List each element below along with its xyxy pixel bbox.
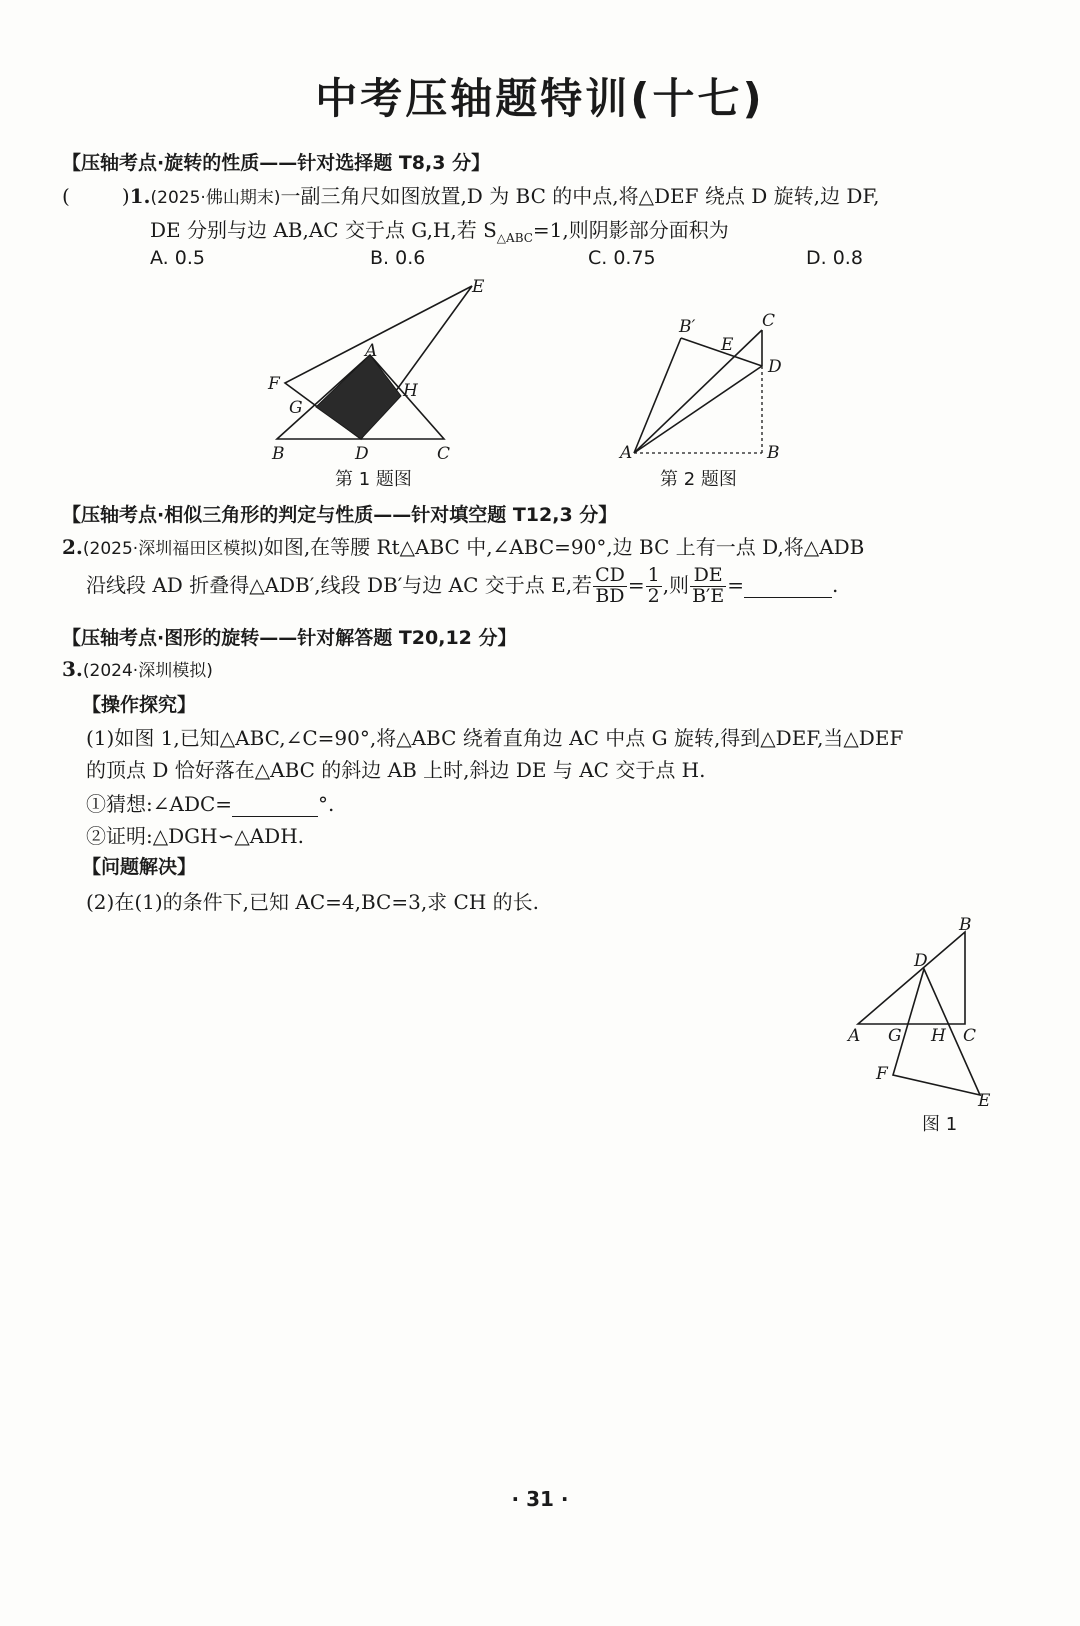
label-a: A [848, 1026, 861, 1046]
guess-line [86, 788, 334, 817]
area-subscript: △ABC [496, 231, 533, 245]
fraction-cd-bd [593, 566, 627, 607]
question-2-number: 2. [62, 535, 83, 559]
label-e: E [721, 335, 734, 355]
label-d: D [768, 357, 782, 377]
part-1-line-2: 的顶点 D 恰好落在△ABC 的斜边 AB 上时,斜边 DE 与 AC 交于点 H. [86, 758, 706, 782]
label-e: E [978, 1091, 991, 1111]
figure-3 [838, 912, 1008, 1112]
prove-line: ②证明:△DGH∽△ADH. [86, 824, 304, 848]
explore-heading: 【操作探究】 [82, 694, 197, 716]
part-1-line-1: (1)如图 1,已知△ABC,∠C=90°,将△ABC 绕着直角边 AC 中点 G 旋转,得到△DEF,当△DEF [86, 726, 904, 750]
fraction-numerator: 1 [647, 564, 660, 586]
label-c: C [762, 311, 776, 331]
label-e: E [472, 277, 485, 297]
label-b-prime: B′ [679, 317, 696, 337]
fraction-one-half [646, 566, 662, 607]
segment-ad [634, 366, 762, 453]
figure-3-caption: 图 1 [922, 1114, 958, 1135]
question-2-text-1: 如图,在等腰 Rt△ABC 中,∠ABC=90°,边 BC 上有一点 D,将△ADB [263, 535, 865, 559]
fraction-denominator: BD [595, 584, 625, 607]
label-d: D [914, 951, 928, 971]
answer-paren-open: ( [62, 184, 70, 208]
section-heading-3: 【压轴考点·图形的旋转——针对解答题 T20,12 分】 [62, 627, 517, 649]
question-2-line-2 [86, 566, 838, 607]
label-c: C [963, 1026, 977, 1046]
label-b: B [767, 443, 780, 463]
degree-sign: °. [318, 792, 335, 816]
label-c: C [437, 444, 451, 464]
page-number: · 31 · [511, 1487, 569, 1511]
label-h: H [931, 1026, 946, 1046]
question-1-line-1 [62, 180, 880, 209]
shaded-quadrilateral [316, 355, 401, 439]
fraction-numerator: CD [595, 564, 625, 586]
section-heading-2: 【压轴考点·相似三角形的判定与性质——针对填空题 T12,3 分】 [62, 504, 618, 526]
figure-2 [610, 306, 810, 466]
segment-ac [634, 330, 762, 453]
question-1-line-2 [150, 214, 729, 245]
question-1-number: 1. [129, 184, 151, 208]
option-d[interactable]: D. 0.8 [806, 247, 863, 269]
question-1-text-2b: =1,则阴影部分面积为 [532, 218, 729, 242]
label-b: B [272, 444, 285, 464]
equals-sign: = [627, 572, 645, 597]
fraction-de-b-prime-e [690, 566, 726, 607]
period: . [831, 572, 839, 597]
question-1-text-2a: DE 分别与边 AB,AC 交于点 G,H,若 S [150, 218, 497, 242]
answer-blank-guess[interactable] [232, 792, 318, 817]
label-f: F [268, 374, 280, 394]
question-2-source: (2025·深圳福田区模拟) [82, 539, 264, 559]
fraction-numerator: DE [690, 566, 726, 587]
page-title: 中考压轴题特训(十七) [315, 74, 765, 123]
figure-1 [260, 276, 500, 466]
figure-1-caption: 第 1 题图 [335, 469, 412, 490]
label-h: H [403, 381, 418, 401]
label-b: B [959, 915, 972, 935]
question-3-header [62, 656, 213, 681]
label-g: G [289, 398, 303, 418]
fraction-denominator: B′E [692, 584, 725, 607]
label-f: F [876, 1064, 888, 1084]
question-1-source: (2025·佛山期末) [150, 188, 281, 208]
equals-sign: = [727, 572, 744, 597]
label-a: A [365, 341, 378, 361]
answer-blank-q2[interactable] [744, 573, 832, 598]
option-b[interactable]: B. 0.6 [370, 247, 426, 269]
question-3-source: (2024·深圳模拟) [82, 661, 213, 681]
label-d: D [355, 444, 369, 464]
answer-paren-close: ) [121, 184, 130, 208]
fraction-denominator: 2 [647, 584, 660, 607]
guess-text: ①猜想:∠ADC= [86, 792, 233, 816]
figure-2-caption: 第 2 题图 [660, 469, 737, 490]
question-3-number: 3. [62, 657, 83, 681]
option-a[interactable]: A. 0.5 [150, 247, 205, 269]
question-1-text-1: 一副三角尺如图放置,D 为 BC 的中点,将△DEF 绕点 D 旋转,边 DF, [280, 184, 880, 208]
option-c[interactable]: C. 0.75 [588, 247, 656, 269]
section-heading-1: 【压轴考点·旋转的性质——针对选择题 T8,3 分】 [62, 152, 491, 174]
segment-ab-prime [634, 338, 681, 453]
label-a: A [620, 443, 633, 463]
question-2-line-1 [62, 531, 864, 560]
question-2-then: ,则 [662, 572, 690, 597]
question-2-text-2: 沿线段 AD 折叠得△ADB′,线段 DB′与边 AC 交于点 E,若 [86, 572, 593, 597]
solve-heading: 【问题解决】 [82, 856, 197, 878]
label-g: G [888, 1026, 902, 1046]
part-2-line: (2)在(1)的条件下,已知 AC=4,BC=3,求 CH 的长. [86, 890, 539, 914]
